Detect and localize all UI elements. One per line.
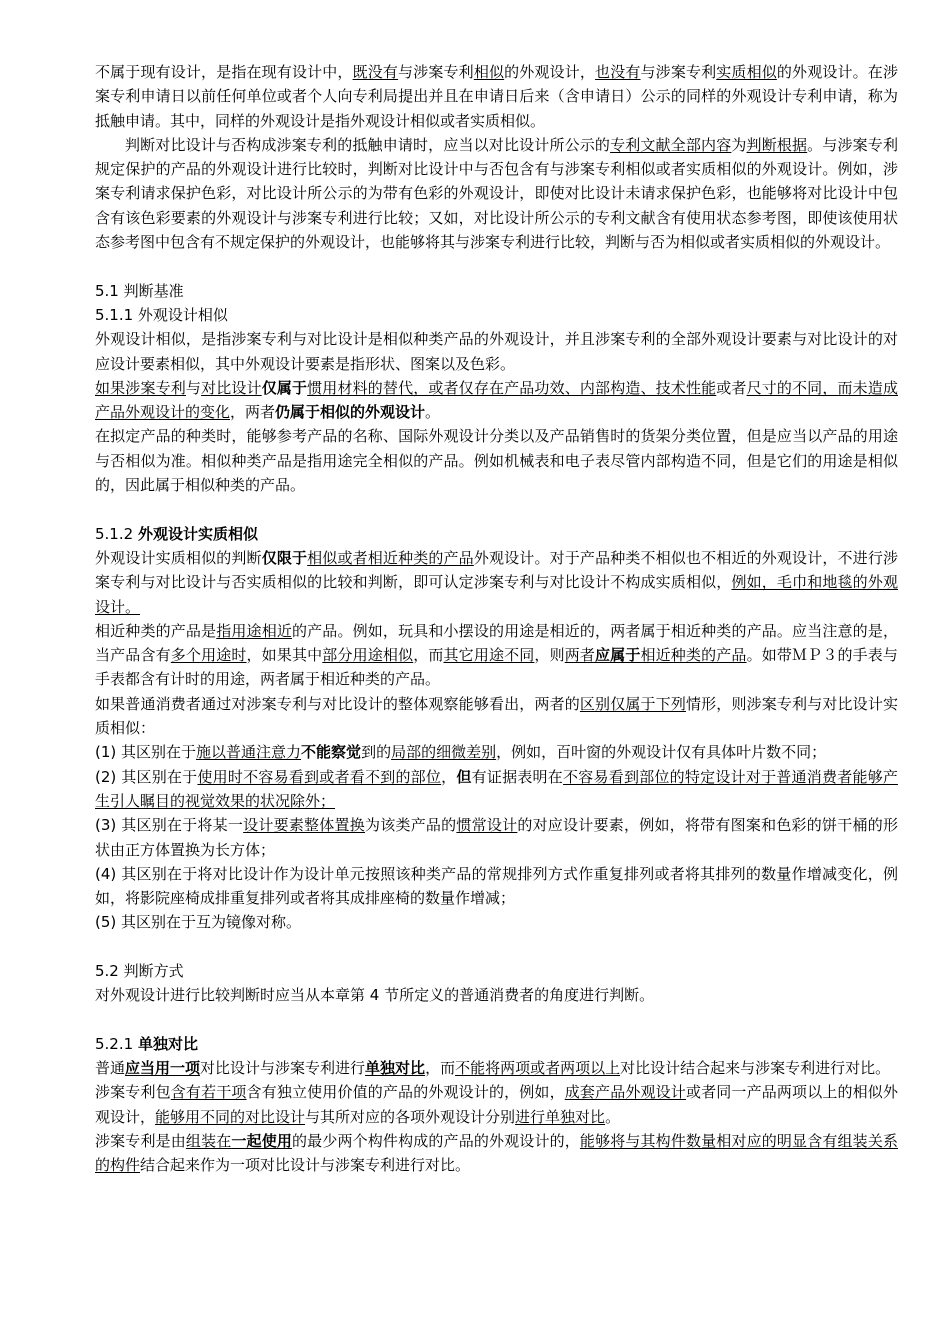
underlined-text: 相似或者相近种类的产品 (307, 548, 474, 567)
text-run: 到的 (361, 743, 392, 762)
paragraph (95, 959, 898, 983)
text-run: 外观设计相似，是指涉案专利与对比设计是相似种类产品的外观设计，并且涉案专利的全部外观设计要素与对比设计的对应设计要素相似，其中外观设计要素是指形状、图案以及色彩。 (95, 330, 898, 373)
underlined-text: 既没有 (352, 63, 399, 81)
text-run: (3) 其区别在于将某一 (95, 816, 244, 835)
underlined-text: 组装在 (185, 1132, 232, 1151)
text-run: (4) 其区别在于将对比设计作为设计单元按照该种类产品的常规排列方式作重复排列或者将其排列的数量作增减变化，例如，将影院座椅成排重复排列或者将其成排座椅的数量作增减； (95, 864, 898, 908)
bold-text: 外观设计实质相似 (137, 524, 258, 543)
text-run: 为该类产品的 (365, 816, 457, 835)
underlined-text: 能够用不同的对比设计 (155, 1107, 306, 1126)
text-run: 与涉案专利 (640, 63, 717, 81)
text-run: 。与涉案专利规定保护的产品的外观设计进行比较时，判断对比设计中与否包含有与涉案专利相似或者实质相似的外观设计。例如，涉案专利请求保护色彩，对比设计所公示的为带有色彩的外观设计，即使对比设计未请求保护色彩，也能够将对比设计中包含有该色彩要素的外观设计与涉案专利进行比较；又如，对比设计所公示的专利文献含有使用状态参考图，即使该使用状态参考图中包含有不规定保护的外观设计，也能够将其与涉案专利进行比较，判断与否为相似或者实质相似的外观设计。 (95, 135, 898, 252)
underlined-text: 部分用途相似 (322, 646, 414, 665)
text-run: ，则 (534, 646, 565, 665)
paragraph (95, 619, 898, 692)
paragraph (95, 692, 898, 741)
paragraph-gap (95, 497, 898, 521)
paragraph-gap (95, 254, 898, 278)
bold-text: 应属于 (595, 646, 641, 665)
paragraph (95, 546, 898, 619)
paragraph (95, 740, 898, 764)
text-run: 5.2 判断方式 (95, 961, 184, 980)
text-run: 不属于现有设计，是指在现有设计中， (95, 63, 353, 81)
bold-text: 一起使用 (231, 1132, 293, 1151)
paragraph (95, 1056, 898, 1080)
bold-text: 单独对比 (365, 1059, 426, 1078)
paragraph-gap (95, 935, 898, 959)
text-run: 5.2.1 (95, 1034, 138, 1053)
text-run: ， (441, 767, 457, 786)
text-run: 对外观设计进行比较判断时应当从本章第 4 节所定义的普通消费者的角度进行判断。 (95, 986, 655, 1005)
paragraph (95, 303, 898, 327)
bold-text: 仅限于 (261, 548, 308, 567)
underlined-text: 如果涉案专利 (95, 378, 186, 397)
text-run: 的外观设计， (504, 63, 596, 81)
bold-text: 仅属于 (261, 378, 308, 397)
text-run: 的产品。例如，玩具和小摆设的用途是相近的，两者属于相近种类的产品。应当注意的是，当产品含有 (95, 621, 898, 665)
paragraph (95, 133, 898, 254)
text-run: 外观设计。对于产品种类不相似也不相近的外观设计，不进行涉案专利与对比设计与否实质相似的比较和判断，即可认定涉案专利与对比设计不构成实质相似， (95, 548, 898, 592)
text-run: ，例如，百叶窗的外观设计仅有具体叶片数不同； (496, 743, 827, 762)
bold-text: 单独对比 (137, 1034, 198, 1053)
text-run: 或者同一产品两项以上的相似外观设计， (95, 1083, 898, 1126)
underlined-text: 局部的细微差别 (391, 743, 497, 762)
text-run: 普通 (95, 1059, 126, 1078)
text-run: 涉案专利包 (95, 1083, 171, 1102)
underlined-text: 其它用途不同 (443, 646, 535, 665)
underlined-text: 能够将与其构件数量相对应的明显含有组装关系的构件 (95, 1132, 898, 1175)
underlined-text: 实质相似 (716, 63, 777, 81)
text-run: (2) 其区别在于 (95, 767, 198, 786)
text-run: 或者 (716, 378, 747, 397)
paragraph (95, 813, 898, 862)
underlined-text: 进行单独对比 (515, 1107, 606, 1126)
underlined-text: 对比设计 (201, 378, 262, 397)
underlined-text: 尺寸的不同，而未造成产品外观设计的变化 (95, 378, 898, 422)
paragraph (95, 60, 898, 133)
underlined-text: 相似 (473, 63, 505, 81)
paragraph (95, 327, 898, 376)
text-run: 5.1 判断基准 (95, 281, 184, 300)
text-run: 的最少两个构件构成的产品的外观设计的， (292, 1132, 580, 1151)
underlined-text: 成套产品外观设计 (564, 1083, 686, 1102)
underlined-text: 两者 (564, 646, 596, 665)
text-run: 与 (185, 378, 202, 397)
text-run: 结合起来作为一项对比设计与涉案专利进行对比。 (140, 1156, 471, 1175)
underlined-text: 使用时不容易看到或者看不到的部位 (197, 767, 442, 786)
underlined-text: 惯用材料的替代，或者仅存在产品功效、内部构造、技术性能 (307, 378, 717, 397)
text-run: 。如带ＭＰ３的手表与手表都含有计时的用途，两者属于相近种类的产品。 (95, 646, 898, 689)
paragraph (95, 910, 898, 934)
bold-text: 不能察觉 (301, 743, 362, 762)
text-run: (1) 其区别在于 (95, 743, 197, 762)
text-run: 相近种类的产品是 (95, 621, 217, 640)
underlined-text: 也没有 (595, 63, 641, 81)
text-run: 。 (605, 1107, 621, 1126)
text-run: 判断对比设计与否构成涉案专利的抵触申请时，应当以对比设计所公示的 (125, 135, 611, 154)
text-run: ，而 (425, 1059, 456, 1078)
text-run: 含有独立使用价值的产品的外观设计的，例如， (246, 1083, 565, 1102)
text-run: 与其所对应的各项外观设计分别 (305, 1107, 516, 1126)
text-run: 外观设计实质相似的判断 (95, 548, 262, 567)
text-run: ，如果其中 (246, 646, 323, 665)
paragraph (95, 862, 898, 911)
text-run: 涉案专利是由 (95, 1132, 186, 1151)
paragraph (95, 1129, 898, 1178)
text-run: ，两者 (230, 403, 276, 422)
underlined-text: 相近种类的产品 (640, 646, 747, 665)
underlined-text: 惯常设计 (456, 816, 518, 835)
text-run: 的对应设计要素，例如，将带有图案和色彩的饼干桶的形状由正方体置换为长方体； (95, 816, 898, 859)
underlined-text: 区别仅属于下列 (579, 694, 686, 713)
underlined-text: 施以普通注意力 (196, 743, 302, 762)
paragraph (95, 376, 898, 425)
text-run: 有证据表明在 (471, 767, 564, 786)
underlined-text: 例如，毛巾和地毯的外观设计。 (95, 573, 898, 616)
text-run: 5.1.2 (95, 524, 138, 543)
underlined-text: 专利文献全部内容 (610, 135, 732, 154)
text-run: 与涉案专利 (398, 63, 474, 81)
underlined-text: 设计要素整体置换 (243, 816, 365, 835)
underlined-text: 不能将两项或者两项以上 (455, 1059, 621, 1078)
text-run: ，而 (413, 646, 444, 665)
text-run: 情形，则涉案专利与对比设计实质相似： (95, 694, 898, 738)
text-run: 为 (731, 135, 747, 154)
paragraph (95, 1080, 898, 1129)
text-run: 对比设计与涉案专利进行 (200, 1059, 366, 1078)
underlined-text: 含有若干项 (170, 1083, 247, 1102)
text-run: 。 (425, 403, 441, 422)
paragraph (95, 983, 898, 1007)
text-run: 5.1.1 外观设计相似 (95, 305, 228, 324)
text-run: 的外观设计。在涉案专利申请日以前任何单位或者个人向专利局提出并且在申请日后来（含申请日）公示的同样的外观设计专利申请，称为抵触申请。其中，同样的外观设计是指外观设计相似或者实质相似。 (95, 63, 898, 130)
paragraph (95, 522, 898, 546)
bold-text: 仍属于相似的外观设计 (275, 403, 426, 422)
paragraph (95, 1032, 898, 1056)
underlined-text: 多个用途时 (170, 646, 247, 665)
underlined-text: 不容易看到部位的特定设计对于普通消费者能够产生引人瞩目的视觉效果的状况除外； (95, 767, 898, 810)
paragraph (95, 765, 898, 814)
bold-text: 但 (456, 767, 472, 786)
text-run: 在拟定产品的种类时，能够参考产品的名称、国际外观设计分类以及产品销售时的货架分类位置，但是应当以产品的用途与否相似为准。相似种类产品是指用途完全相似的产品。例如机械表和电子表尽管内部构造不同，但是它们的用途是相似的，因此属于相似种类的产品。 (95, 427, 898, 495)
text-run: 对比设计结合起来与涉案专利进行对比。 (620, 1059, 891, 1078)
underlined-text: 判断根据 (746, 135, 808, 154)
underlined-text: 指用途相近 (216, 621, 292, 640)
text-run: (5) 其区别在于互为镜像对称。 (95, 913, 302, 932)
paragraph-gap (95, 1008, 898, 1032)
paragraph (95, 424, 898, 497)
text-run: 如果普通消费者通过对涉案专利与对比设计的整体观察能够看出，两者的 (95, 694, 580, 713)
bold-text: 应当用一项 (125, 1059, 201, 1078)
paragraph (95, 279, 898, 303)
